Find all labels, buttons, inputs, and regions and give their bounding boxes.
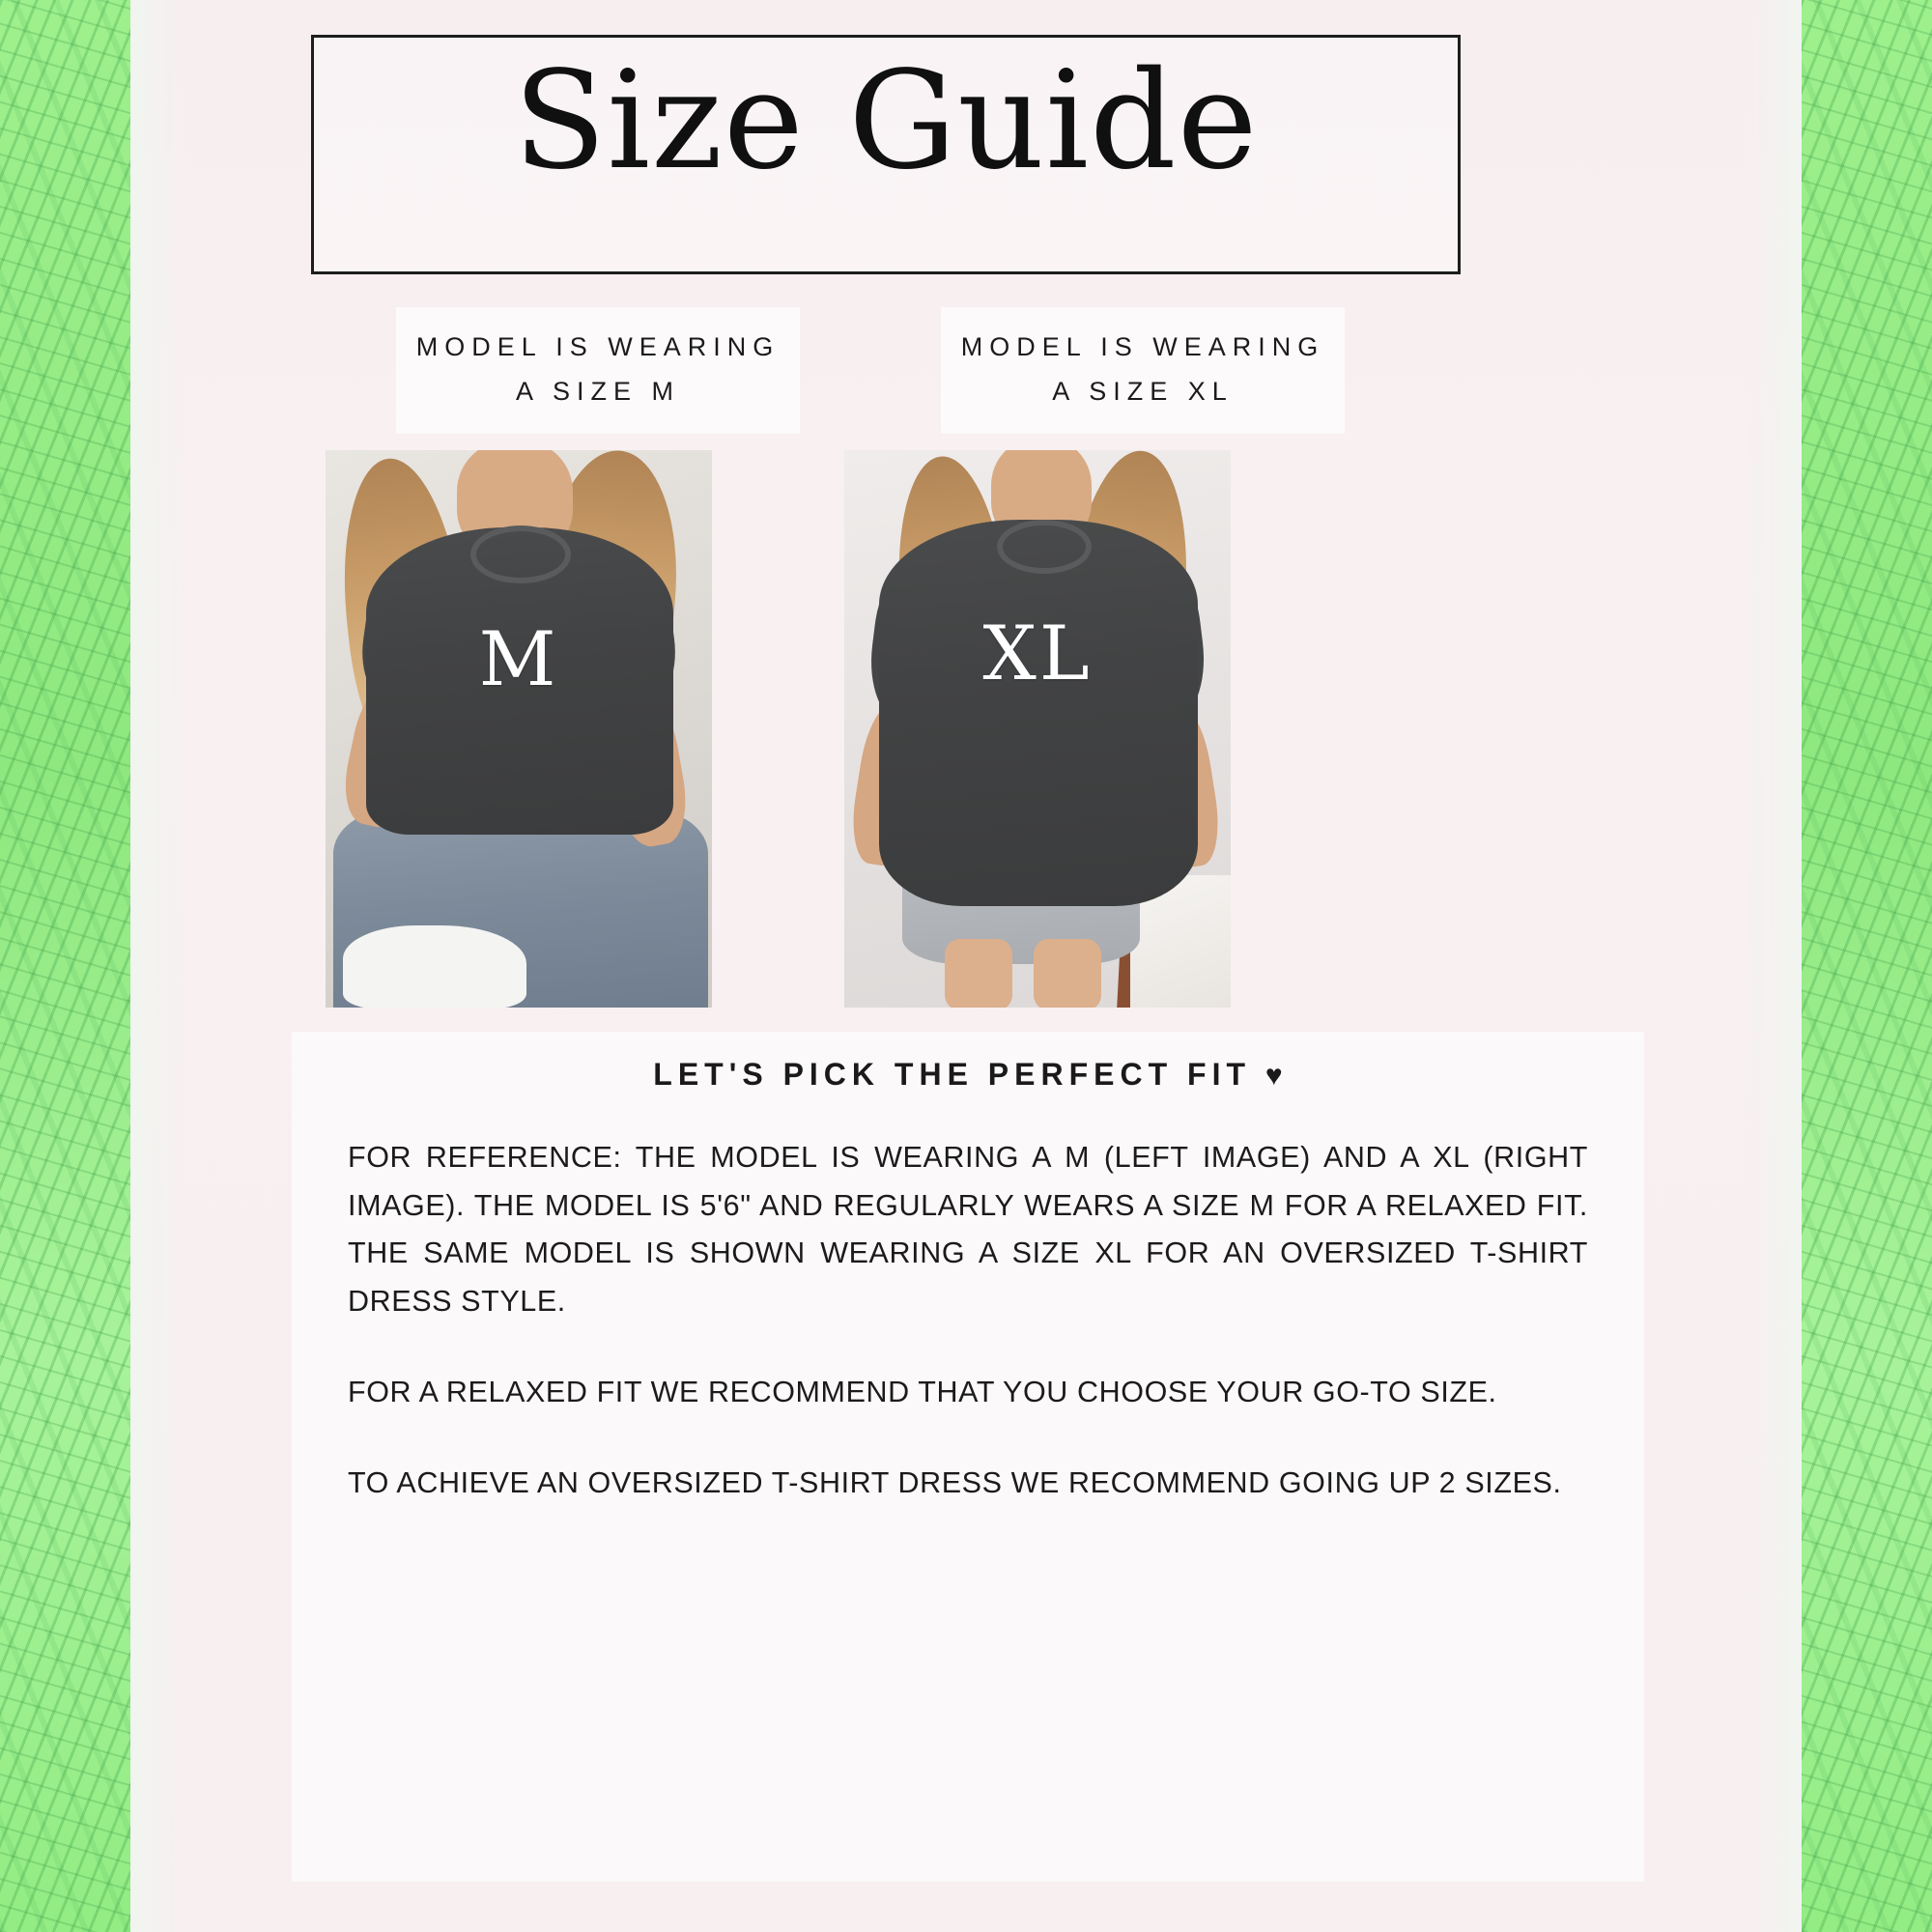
caption-size-m: MODEL IS WEARING A SIZE M [396,307,800,434]
info-body [348,1134,1588,1507]
tshirt-collar [997,520,1092,574]
photo-model-size-xl [844,450,1231,1008]
title-box [311,35,1461,274]
shirt-size-letter-xl: XL [982,611,1093,697]
heart-icon: ♥ [1264,1060,1283,1092]
page-title: Size Guide [513,43,1259,200]
photo-model-size-m [326,450,712,1008]
decorative-left-band [0,0,130,1932]
decorative-right-band [1802,0,1932,1932]
info-headline [292,1057,1644,1093]
info-paragraph: FOR A RELAXED FIT WE RECOMMEND THAT YOU CHOOSE YOUR GO-TO SIZE. [348,1375,1497,1408]
info-headline-text: LET'S PICK THE PERFECT FIT [653,1057,1252,1092]
model-leg-right [1034,939,1101,1008]
model-sneaker [343,925,526,1008]
info-paragraph: TO ACHIEVE AN OVERSIZED T-SHIRT DRESS WE RECOMMEND GOING UP 2 SIZES. [348,1465,1562,1499]
info-paragraph: FOR REFERENCE: THE MODEL IS WEARING A M (LEFT IMAGE) AND A XL (RIGHT IMAGE). THE MODEL IS 5'6" AND REGULARLY WEARS A SIZE M FOR A RELAXED FIT. THE SAME MODEL IS SHOWN WEARING A SIZE XL FOR AN OVERSIZED T-SHIRT DRESS STYLE. [348,1141,1588,1319]
shirt-size-letter-m: M [478,616,559,703]
page-content [145,0,1787,1932]
info-panel [292,1032,1644,1882]
tshirt-body [879,520,1198,906]
caption-size-xl: MODEL IS WEARING A SIZE XL [941,307,1345,434]
tshirt-collar [470,526,571,583]
model-leg-left [945,939,1012,1008]
